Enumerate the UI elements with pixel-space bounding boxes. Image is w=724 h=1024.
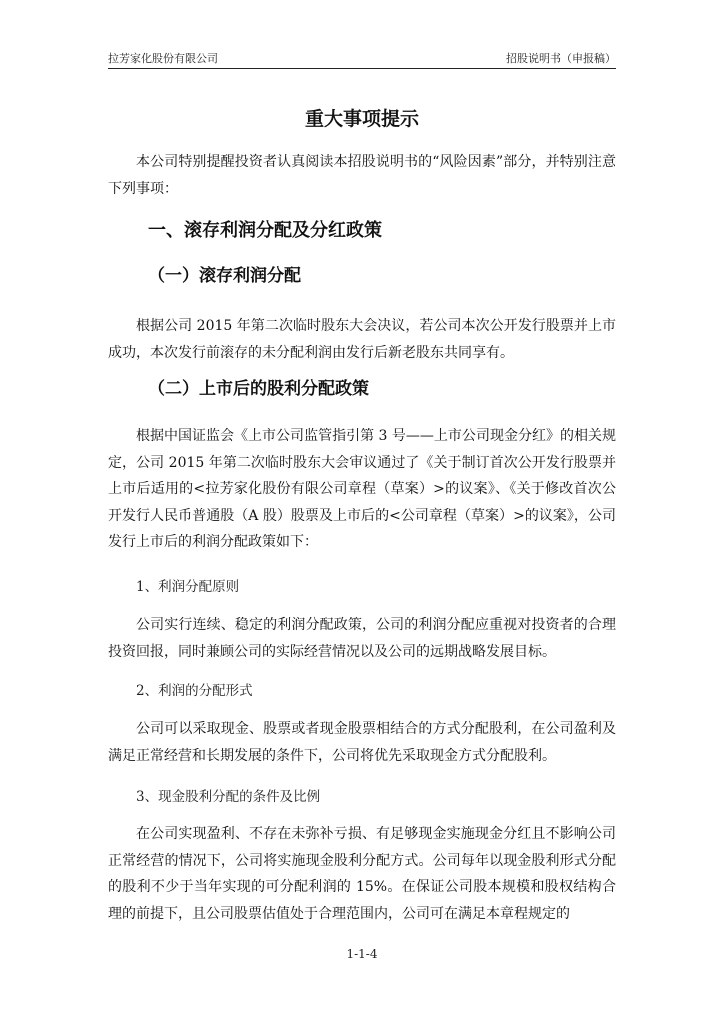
page-title: 重大事项提示	[304, 108, 419, 130]
dividend-policy-paragraph: 根据中国证监会《上市公司监管指引第 3 号——上市公司现金分红》的相关规定，公司 2015 年第二次临时股东大会审议通过了《关于制订首次公开发行股票并上市后适用的<拉芳家化股份有限公司章程（草案）>的议案》、《关于修改首次公开发行人民币普通股（A 股）股票及上市后的<公司章程（草案）>的议案》，公司发行上市后的利润分配政策如下：	[108, 428, 616, 550]
item-paragraph-1: 公司实行连续、稳定的利润分配政策，公司的利润分配应重视对投资者的合理投资回报，同时兼顾公司的实际经营情况以及公司的远期战略发展目标。	[108, 617, 616, 660]
item-heading-3: 3、现金股利分配的条件及比例	[136, 789, 321, 805]
item-heading-1: 1、利润分配原则	[136, 579, 240, 595]
retained-profit-paragraph: 根据公司 2015 年第二次临时股东大会决议，若公司本次公开发行股票并上市成功，本次发行前滚存的未分配利润由发行后新老股东共同享有。	[108, 318, 616, 361]
header-document-type: 招股说明书（申报稿）	[506, 52, 616, 65]
subsection-heading-1: （一）滚存利润分配	[148, 266, 301, 286]
item-paragraph-3: 在公司实现盈利、不存在未弥补亏损、有足够现金实施现金分红且不影响公司正常经营的情况下，公司将实施现金股利分配方式。公司每年以现金股利形式分配的股利不少于当年实现的可分配利润的 15%。在保证公司股本规模和股权结构合理的前提下，且公司股票估值处于合理范围内，公司可在满足本章程规定的	[108, 826, 616, 922]
item-heading-2: 2、利润的分配形式	[136, 683, 253, 699]
section-heading-1: 一、滚存利润分配及分红政策	[148, 220, 382, 241]
intro-paragraph: 本公司特别提醒投资者认真阅读本招股说明书的“风险因素”部分，并特别注意下列事项：	[108, 154, 616, 197]
subsection-heading-2: （二）上市后的股利分配政策	[148, 379, 369, 399]
header-company-name: 拉芳家化股份有限公司	[108, 52, 218, 65]
header-divider	[108, 68, 616, 69]
item-paragraph-2: 公司可以采取现金、股票或者现金股票相结合的方式分配股利，在公司盈利及满足正常经营和长期发展的条件下，公司将优先采取现金方式分配股利。	[108, 721, 616, 764]
page-number: 1-1-4	[346, 947, 378, 961]
